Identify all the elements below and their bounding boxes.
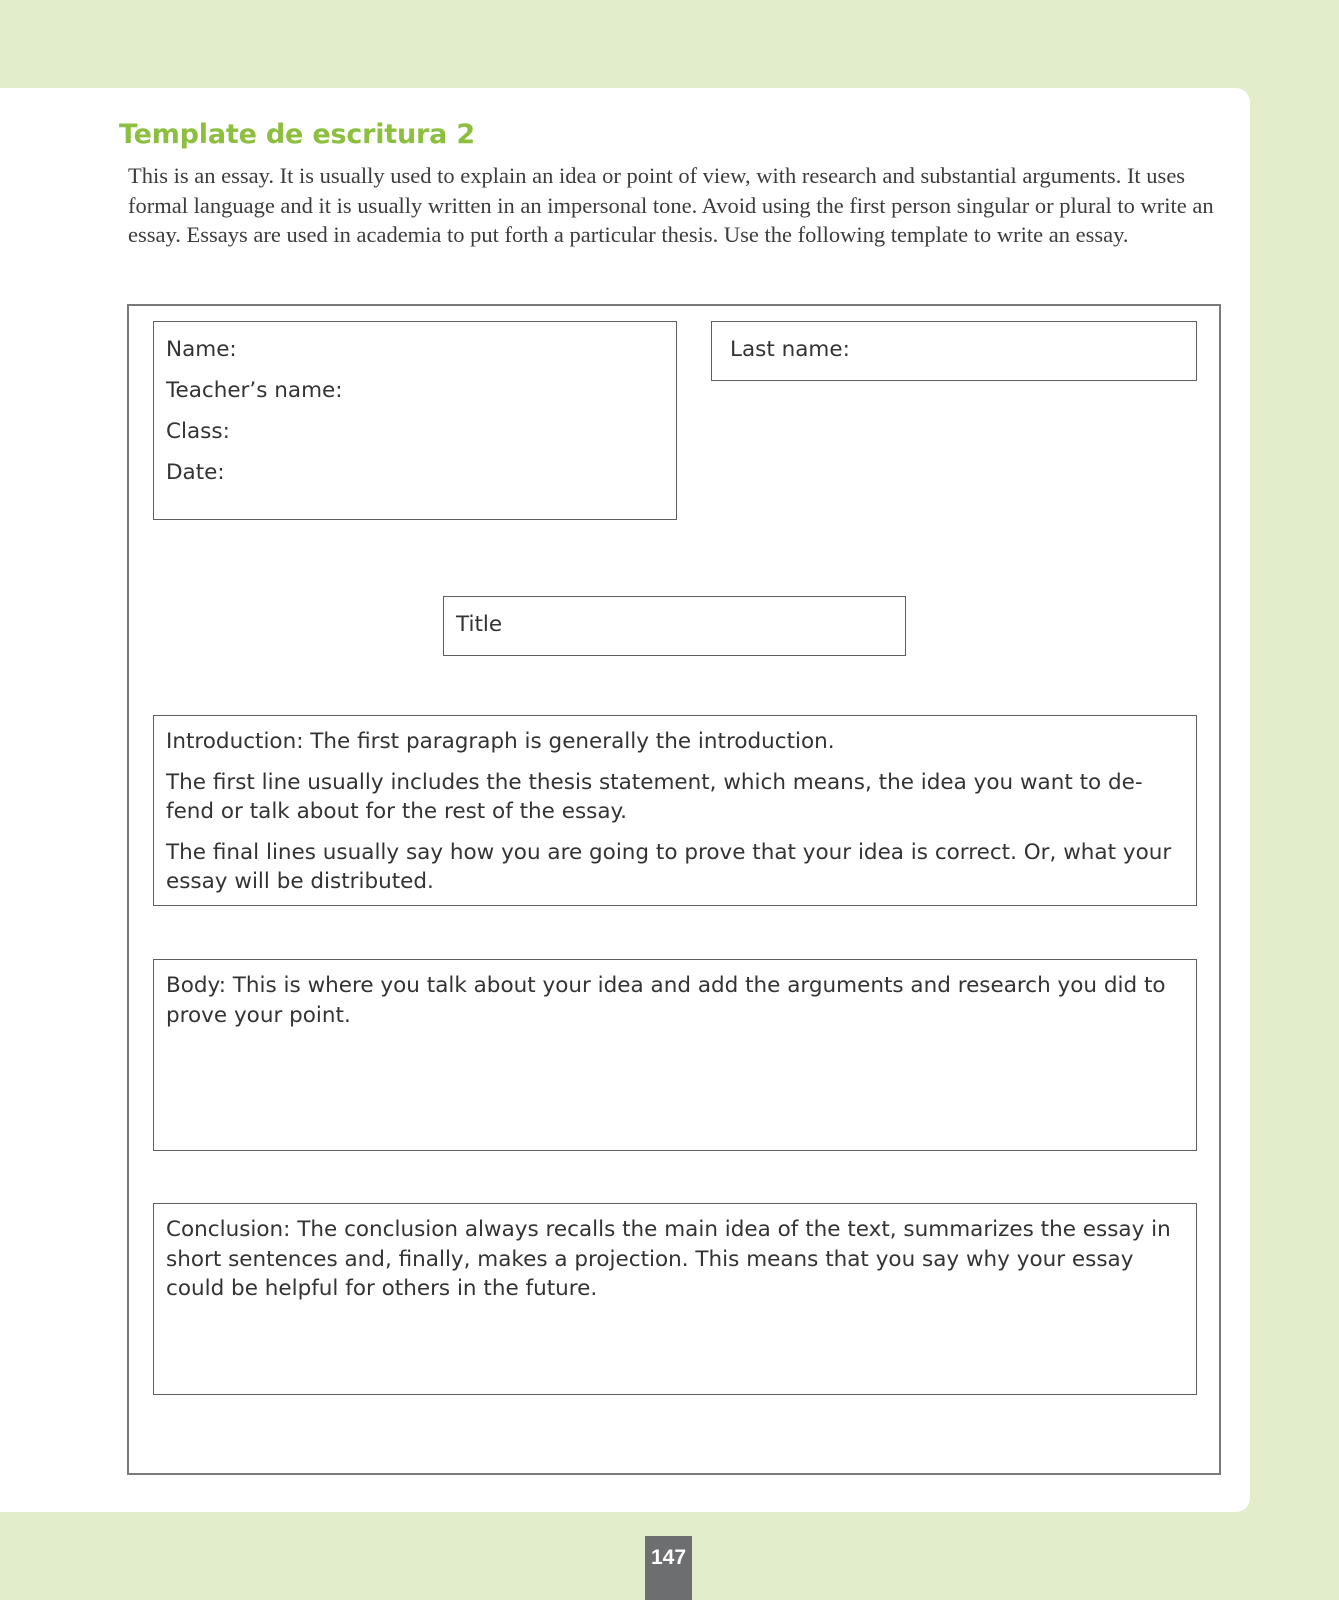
introduction-line-1: Introduction: The first paragraph is generally the introduction. (166, 729, 835, 754)
teacher-name-label: Teacher’s name: (166, 378, 343, 403)
title-label: Title (456, 612, 503, 637)
body-text: Body: This is where you talk about your idea and add the arguments and research you did to prove your point. (166, 973, 1166, 1028)
class-label: Class: (166, 419, 230, 444)
title-box (443, 596, 906, 656)
date-label: Date: (166, 460, 225, 485)
page-number-tab: 147 (645, 1536, 692, 1600)
last-name-label: Last name: (730, 337, 850, 362)
conclusion-text: Conclusion: The conclusion always recalls the main idea of the text, summarizes the essay in short sentences and, finally, makes a projection. This means that you say why your essay could be helpful for others in the future. (166, 1217, 1171, 1301)
last-name-box (711, 321, 1197, 381)
conclusion-box (153, 1203, 1197, 1395)
student-info-box (153, 321, 677, 520)
body-box (153, 959, 1197, 1151)
introduction-line-2: The first line usually includes the thesis statement, which means, the idea you want to de-fend or talk about for the rest of the essay. (166, 769, 1143, 824)
intro-paragraph: This is an essay. It is usually used to explain an idea or point of view, with research and substantial arguments. It uses formal language and it is usually written in an impersonal tone. Avoid using the first person singular or plural to write an essay. Essays are used in academia to put forth a particular thesis. Use the following template to write an essay. (128, 163, 1214, 247)
introduction-box (153, 715, 1197, 906)
name-label: Name: (166, 337, 237, 362)
page-heading: Template de escritura 2 (119, 119, 475, 150)
introduction-line-3: The final lines usually say how you are going to prove that your idea is correct. Or, what your essay will be distributed. (166, 839, 1172, 894)
